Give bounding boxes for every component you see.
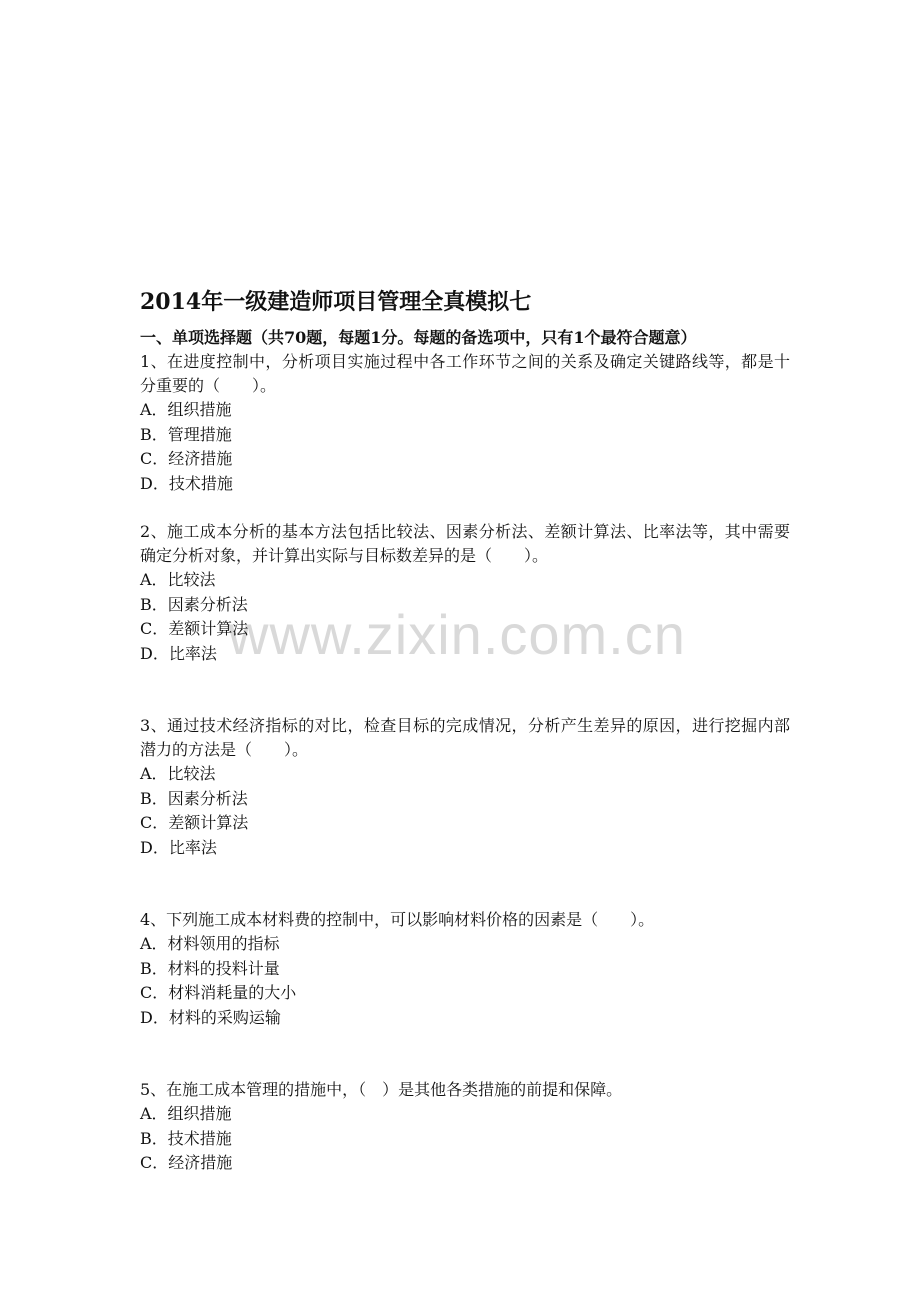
spacer — [140, 860, 790, 908]
option-c: C．差额计算法 — [140, 619, 249, 638]
option-a: A．组织措施 — [140, 1104, 232, 1123]
option-list — [140, 932, 790, 1030]
question-4 — [140, 908, 790, 1030]
option-b: B．管理措施 — [140, 424, 232, 444]
option-a: A．比较法 — [140, 764, 216, 783]
question-stem: 5、在施工成本管理的措施中，（ ）是其他各类措施的前提和保障。 — [140, 1080, 623, 1099]
option-c: C．经济措施 — [140, 449, 233, 468]
question-stem: 1、在进度控制中，分析项目实施过程中各工作环节之间的关系及确定关键路线等，都是十分重要的（ ）。 — [140, 352, 790, 395]
option-d: D．材料的采购运输 — [140, 1007, 281, 1027]
option-d: D．比率法 — [140, 837, 217, 857]
question-stem: 3、通过技术经济指标的对比，检查目标的完成情况，分析产生差异的原因，进行挖掘内部潜力的方法是（ ）。 — [140, 716, 790, 759]
option-c: C．差额计算法 — [140, 813, 249, 832]
option-list — [140, 568, 790, 666]
option-list — [140, 762, 790, 860]
option-a: A．组织措施 — [140, 400, 232, 419]
question-3 — [140, 714, 790, 860]
document-title: 2014年一级建造师项目管理全真模拟七 — [140, 289, 532, 315]
spacer — [140, 496, 790, 520]
spacer — [140, 1030, 790, 1078]
watermark: www.zixin.com.cn — [228, 603, 686, 666]
option-list — [140, 1102, 790, 1176]
question-5 — [140, 1078, 790, 1176]
option-c: C．材料消耗量的大小 — [140, 983, 297, 1002]
option-d: D．技术措施 — [140, 473, 233, 493]
question-2 — [140, 520, 790, 666]
option-a: A．比较法 — [140, 570, 216, 589]
option-b: B．因素分析法 — [140, 594, 248, 614]
section-heading: 一、单项选择题（共70题，每题1分。每题的备选项中，只有1个最符合题意） — [140, 328, 697, 347]
document-body — [140, 286, 790, 1176]
option-list — [140, 398, 790, 496]
option-b: B．因素分析法 — [140, 788, 248, 808]
question-stem: 2、施工成本分析的基本方法包括比较法、因素分析法、差额计算法、比率法等，其中需要确定分析对象，并计算出实际与目标数差异的是（ ）。 — [140, 522, 790, 565]
option-d: D．比率法 — [140, 643, 217, 663]
spacer — [140, 666, 790, 714]
question-1 — [140, 350, 790, 496]
option-c: C．经济措施 — [140, 1153, 233, 1172]
option-b: B．材料的投料计量 — [140, 958, 280, 978]
option-a: A．材料领用的指标 — [140, 934, 280, 953]
option-b: B．技术措施 — [140, 1128, 232, 1148]
question-stem: 4、下列施工成本材料费的控制中，可以影响材料价格的因素是（ ）。 — [140, 910, 655, 929]
